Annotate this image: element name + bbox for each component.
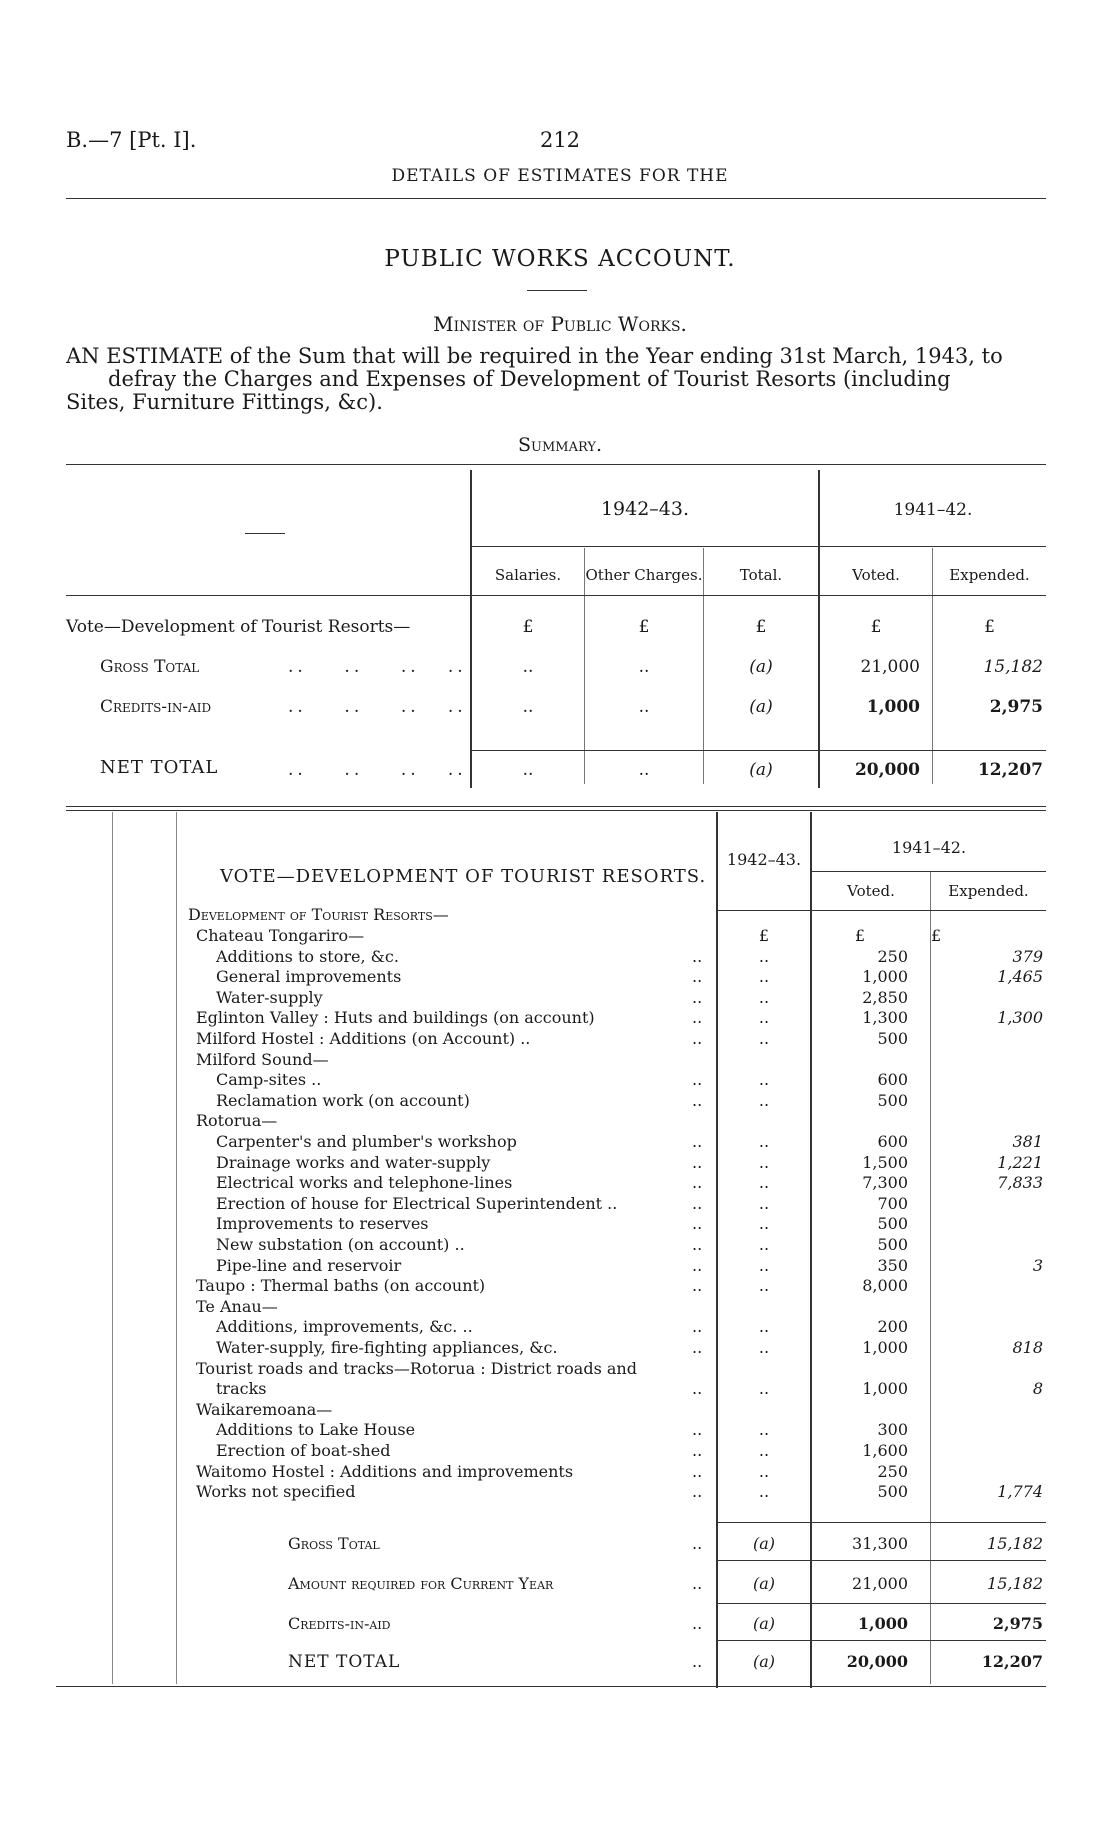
detail-item-leader: .. <box>692 1276 703 1296</box>
detail-item-leader: .. <box>692 946 703 966</box>
detail-item-leader: .. <box>692 1461 703 1481</box>
summary-row-salaries: .. <box>522 697 534 717</box>
detail-item-row <box>196 1359 1046 1380</box>
summary-row-label: Gross Total <box>100 657 200 677</box>
detail-item-expended: 379 <box>1012 946 1043 966</box>
summary-currency-total: £ <box>755 617 767 637</box>
detail-item-row <box>196 1214 1046 1235</box>
detail-item-leader: .. <box>692 1482 703 1502</box>
estimate-line-2: defray the Charges and Expenses of Development of Tourist Resorts (including <box>108 367 951 391</box>
detail-item-label: General improvements <box>216 967 402 987</box>
detail-item-current: .. <box>758 1317 770 1337</box>
detail-total-leader: .. <box>692 1534 703 1553</box>
detail-item-voted: 500 <box>877 1090 908 1110</box>
detail-item-label: Carpenter's and plumber's workshop <box>216 1132 517 1151</box>
summary-row-leader: .. .. .. .. <box>288 697 467 717</box>
detail-item-voted: 2,850 <box>862 987 908 1007</box>
detail-item-voted: 300 <box>877 1420 908 1440</box>
detail-total-expended: 2,975 <box>992 1614 1043 1633</box>
detail-item-current: .. <box>758 1276 770 1296</box>
detail-margin-line-1 <box>112 812 113 1684</box>
detail-heading: VOTE—DEVELOPMENT OF TOURIST RESORTS. <box>220 866 707 887</box>
detail-item-leader: .. <box>692 1255 703 1275</box>
detail-year-current: 1942–43. <box>726 850 802 869</box>
summary-row-voted: 1,000 <box>866 697 920 717</box>
detail-item-leader: .. <box>692 1152 703 1172</box>
detail-item-row <box>196 1111 1046 1132</box>
detail-item-leader: .. <box>692 1235 703 1254</box>
summary-row-leader: .. .. .. .. <box>288 760 467 780</box>
detail-item-row <box>196 1441 1046 1462</box>
summary-row-total: (a) <box>749 697 773 717</box>
detail-item-expended: 1,300 <box>997 1008 1043 1028</box>
detail-item-current: .. <box>758 1338 770 1357</box>
detail-item-label: tracks <box>216 1379 267 1399</box>
detail-item-expended: 3 <box>1032 1255 1043 1275</box>
detail-item-leader: .. <box>692 1008 703 1028</box>
detail-item-expended: 7,833 <box>997 1173 1043 1193</box>
detail-item-row <box>196 1256 1046 1277</box>
detail-item-label: Tourist roads and tracks—Rotorua : District roads and <box>196 1358 637 1378</box>
detail-item-voted: 600 <box>877 1132 908 1151</box>
detail-item-leader: .. <box>692 1193 703 1213</box>
detail-item-row <box>196 1482 1046 1503</box>
page-number: 212 <box>539 128 581 152</box>
detail-item-expended: 1,221 <box>997 1152 1043 1172</box>
title-rule <box>527 290 587 291</box>
detail-item-leader: .. <box>692 1338 703 1357</box>
detail-item-label: Water-supply <box>216 987 323 1007</box>
detail-item-row <box>196 967 1046 988</box>
detail-item-row <box>196 1029 1046 1050</box>
detail-item-row <box>196 1132 1046 1153</box>
detail-total-expended: 15,182 <box>987 1534 1043 1553</box>
detail-total-rule-4 <box>718 1640 1046 1641</box>
summary-currency-salaries: £ <box>522 617 534 637</box>
summary-col-expended: Expended. <box>949 566 1030 584</box>
detail-item-row <box>196 1317 1046 1338</box>
detail-total-rule-3 <box>718 1603 1046 1604</box>
detail-item-current: .. <box>758 946 770 966</box>
detail-item-current: .. <box>758 1255 770 1275</box>
summary-stub-dash <box>245 533 285 534</box>
detail-total-rule-1 <box>718 1522 1046 1523</box>
estimate-line-1: AN ESTIMATE of the Sum that will be required in the Year ending 31st March, 1943, to <box>66 344 1003 368</box>
detail-item-leader: .. <box>692 1214 703 1234</box>
detail-item-voted: 1,000 <box>862 967 908 987</box>
detail-total-label: Gross Total <box>288 1534 380 1553</box>
detail-item-current: .. <box>758 1029 770 1048</box>
detail-item-leader: .. <box>692 1317 703 1337</box>
detail-item-label: Pipe-line and reservoir <box>216 1255 402 1275</box>
detail-total-voted: 21,000 <box>852 1574 908 1593</box>
summary-col-voted: Voted. <box>852 566 900 584</box>
detail-item-voted: 1,000 <box>862 1338 908 1357</box>
detail-item-label: Waitomo Hostel : Additions and improvements <box>196 1461 574 1481</box>
detail-item-current: .. <box>758 1420 770 1440</box>
summary-row-label: NET TOTAL <box>100 757 219 778</box>
summary-head-rule <box>66 595 1046 596</box>
detail-item-label: Erection of boat-shed <box>216 1441 391 1460</box>
detail-item-label: New substation (on account) .. <box>216 1235 465 1254</box>
page-title: PUBLIC WORKS ACCOUNT. <box>384 246 736 272</box>
detail-item-leader: .. <box>692 1090 703 1110</box>
detail-total-current: (a) <box>752 1652 776 1671</box>
detail-head-rule <box>718 910 1046 911</box>
detail-item-voted: £ <box>854 926 866 945</box>
detail-item-current: .. <box>758 1152 770 1172</box>
detail-item-leader: .. <box>692 1420 703 1440</box>
detail-item-expended: £ <box>931 926 942 945</box>
summary-row-voted: 20,000 <box>854 760 920 780</box>
detail-item-current: .. <box>758 1214 770 1234</box>
detail-item-label: Improvements to reserves <box>216 1214 429 1234</box>
detail-item-row <box>196 1420 1046 1441</box>
detail-total-rule-2 <box>718 1560 1046 1561</box>
summary-currency-other: £ <box>638 617 650 637</box>
detail-item-label: Additions, improvements, &c. .. <box>216 1317 473 1337</box>
detail-item-voted: 250 <box>877 946 908 966</box>
detail-item-row <box>196 1235 1046 1256</box>
detail-year-previous: 1941–42. <box>891 838 967 857</box>
detail-item-row <box>196 926 1046 947</box>
detail-item-voted: 250 <box>877 1461 908 1481</box>
summary-year-current: 1942–43. <box>600 498 690 520</box>
detail-item-label: Eglinton Valley : Huts and buildings (on account) <box>196 1008 595 1028</box>
detail-item-expended: 818 <box>1012 1338 1043 1357</box>
summary-col-salaries: Salaries. <box>494 566 562 584</box>
detail-item-label: Erection of house for Electrical Superintendent .. <box>216 1193 618 1213</box>
header-rule <box>66 198 1046 199</box>
detail-item-label: Milford Hostel : Additions (on Account) .. <box>196 1029 531 1048</box>
detail-item-voted: 500 <box>877 1482 908 1502</box>
detail-item-voted: 1,500 <box>862 1152 908 1172</box>
detail-item-voted: 500 <box>877 1029 908 1048</box>
detail-item-leader: .. <box>692 1029 703 1048</box>
estimate-text <box>66 345 1052 414</box>
detail-item-voted: 500 <box>877 1214 908 1234</box>
detail-item-label: Camp-sites .. <box>216 1070 322 1090</box>
detail-item-leader: .. <box>692 967 703 987</box>
detail-item-label: Milford Sound— <box>196 1049 329 1069</box>
detail-item-label: Additions to store, &c. <box>216 946 399 966</box>
summary-row-total: (a) <box>749 760 773 780</box>
detail-col-expended: Expended. <box>948 882 1029 900</box>
summary-row-salaries: .. <box>522 760 534 780</box>
summary-bottom-rule-2 <box>66 810 1046 811</box>
summary-bottom-rule-1 <box>66 806 1046 807</box>
summary-heading: Summary. <box>518 434 602 456</box>
detail-item-row <box>196 1050 1046 1071</box>
detail-total-voted: 31,300 <box>852 1534 908 1553</box>
summary-row-total: (a) <box>749 657 773 677</box>
detail-item-row <box>196 1091 1046 1112</box>
detail-item-current: .. <box>758 1235 770 1254</box>
detail-item-current: .. <box>758 1070 770 1090</box>
summary-col-total: Total. <box>739 566 783 584</box>
detail-item-row <box>196 1400 1046 1421</box>
detail-total-voted: 1,000 <box>857 1614 908 1633</box>
detail-total-expended: 12,207 <box>981 1652 1043 1671</box>
detail-item-leader: .. <box>692 1173 703 1193</box>
detail-item-voted: 200 <box>877 1317 908 1337</box>
detail-item-expended: 8 <box>1032 1379 1043 1399</box>
summary-currency-expended: £ <box>984 617 995 637</box>
detail-item-label: Drainage works and water-supply <box>216 1152 491 1172</box>
detail-item-current: .. <box>758 1173 770 1193</box>
detail-item-current: .. <box>758 987 770 1007</box>
detail-item-voted: 1,000 <box>862 1379 908 1399</box>
detail-item-current: .. <box>758 1379 770 1399</box>
detail-total-leader: .. <box>692 1652 703 1671</box>
detail-item-row <box>196 1462 1046 1483</box>
page-subtitle: DETAILS OF ESTIMATES FOR THE <box>391 166 729 186</box>
detail-item-expended: 1,465 <box>997 967 1043 987</box>
detail-item-row <box>196 1379 1046 1400</box>
detail-item-expended: 1,774 <box>997 1482 1043 1502</box>
detail-item-label: Waikaremoana— <box>196 1399 333 1419</box>
detail-item-row <box>196 1297 1046 1318</box>
detail-item-voted: 8,000 <box>862 1276 908 1296</box>
detail-item-voted: 500 <box>877 1235 908 1254</box>
summary-subhead-rule <box>472 546 1046 547</box>
detail-item-label: Taupo : Thermal baths (on account) <box>196 1276 486 1296</box>
detail-item-label: Rotorua— <box>196 1111 278 1131</box>
detail-item-current: .. <box>758 1008 770 1028</box>
summary-row-other: .. <box>638 760 650 780</box>
detail-item-label: Reclamation work (on account) <box>216 1090 470 1110</box>
detail-item-row <box>196 947 1046 968</box>
summary-row-label: Credits-in-aid <box>100 697 212 717</box>
detail-item-leader: .. <box>692 1132 703 1151</box>
report-reference: B.—7 [Pt. I]. <box>66 128 197 152</box>
detail-item-current: .. <box>758 1193 770 1213</box>
summary-net-rule <box>472 750 1046 751</box>
detail-margin-line-2 <box>176 812 177 1684</box>
detail-total-label: Credits-in-aid <box>288 1614 391 1633</box>
detail-total-current: (a) <box>752 1534 776 1553</box>
detail-item-row <box>196 1008 1046 1029</box>
detail-total-expended: 15,182 <box>987 1574 1043 1593</box>
detail-item-row <box>196 1153 1046 1174</box>
summary-row-other: .. <box>638 697 650 717</box>
detail-item-leader: .. <box>692 1379 703 1399</box>
detail-item-label: Te Anau— <box>196 1296 278 1316</box>
detail-item-row <box>196 988 1046 1009</box>
detail-total-leader: .. <box>692 1614 703 1633</box>
detail-item-current: .. <box>758 967 770 987</box>
summary-vote-label: Vote—Development of Tourist Resorts— <box>66 617 411 637</box>
detail-item-voted: 700 <box>877 1193 908 1213</box>
summary-currency-voted: £ <box>870 617 882 637</box>
detail-item-leader: .. <box>692 987 703 1007</box>
summary-row-salaries: .. <box>522 657 534 677</box>
detail-item-row <box>196 1338 1046 1359</box>
detail-item-leader: .. <box>692 1070 703 1090</box>
detail-item-row <box>196 1194 1046 1215</box>
summary-top-rule <box>66 464 1046 465</box>
detail-item-row <box>196 1173 1046 1194</box>
detail-item-row <box>196 1070 1046 1091</box>
detail-total-leader: .. <box>692 1574 703 1593</box>
detail-item-row <box>196 1276 1046 1297</box>
detail-bottom-rule <box>56 1686 1046 1687</box>
summary-row-expended: 2,975 <box>989 697 1043 717</box>
detail-col-voted: Voted. <box>847 882 895 900</box>
detail-item-voted: 350 <box>877 1255 908 1275</box>
detail-item-label: Additions to Lake House <box>216 1420 416 1440</box>
detail-item-label: Electrical works and telephone-lines <box>216 1173 513 1193</box>
summary-row-expended: 15,182 <box>983 657 1043 677</box>
detail-item-current: .. <box>758 1441 770 1460</box>
detail-item-voted: 7,300 <box>862 1173 908 1193</box>
detail-item-current: .. <box>758 1461 770 1481</box>
summary-row-other: .. <box>638 657 650 677</box>
detail-total-current: (a) <box>752 1614 776 1633</box>
detail-item-current: .. <box>758 1090 770 1110</box>
detail-total-current: (a) <box>752 1574 776 1593</box>
detail-item-voted: 600 <box>877 1070 908 1090</box>
detail-item-voted: 1,600 <box>862 1441 908 1460</box>
detail-total-label: Amount required for Current Year <box>288 1574 554 1593</box>
detail-item-label: Water-supply, fire-fighting appliances, &c. <box>216 1338 558 1357</box>
summary-year-previous: 1941–42. <box>893 500 973 520</box>
detail-subhead-rule <box>812 871 1046 872</box>
detail-item-current: .. <box>758 1482 770 1502</box>
summary-row-leader: .. .. .. .. <box>288 657 467 677</box>
detail-total-voted: 20,000 <box>846 1652 908 1671</box>
detail-item-leader: .. <box>692 1441 703 1460</box>
detail-section-heading: Development of Tourist Resorts— <box>188 905 449 924</box>
minister-heading: Minister of Public Works. <box>433 312 687 336</box>
summary-row-voted: 21,000 <box>860 657 920 677</box>
detail-item-expended: 381 <box>1012 1132 1043 1151</box>
detail-item-current: £ <box>758 926 770 945</box>
detail-item-voted: 1,300 <box>862 1008 908 1028</box>
detail-item-current: .. <box>758 1132 770 1151</box>
detail-total-label: NET TOTAL <box>288 1652 401 1672</box>
summary-row-expended: 12,207 <box>977 760 1043 780</box>
estimate-line-3: Sites, Furniture Fittings, &c). <box>66 390 383 414</box>
detail-item-label: Works not specified <box>196 1482 356 1502</box>
detail-item-label: Chateau Tongariro— <box>196 926 365 945</box>
summary-col-other: Other Charges. <box>585 566 703 584</box>
